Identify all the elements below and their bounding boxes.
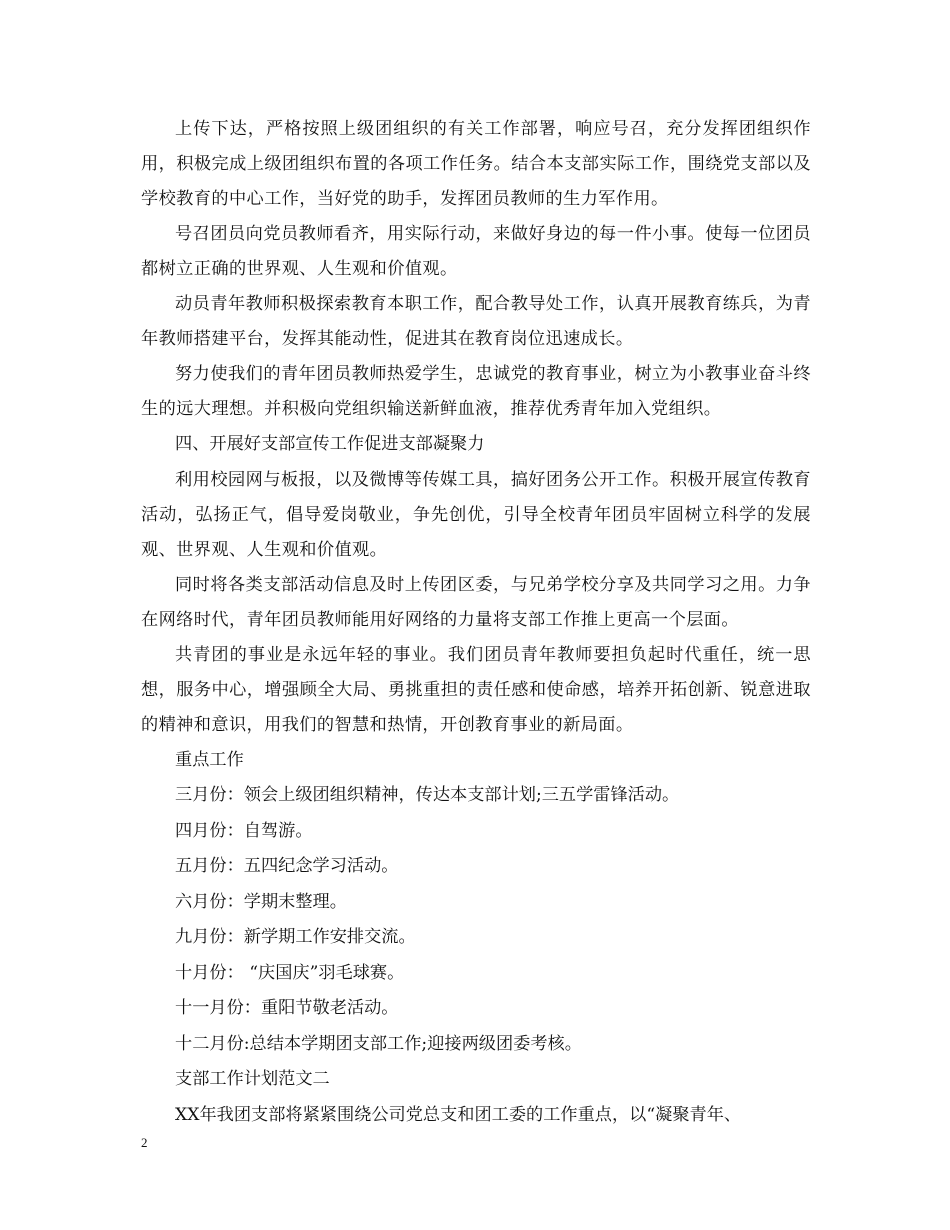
paragraph: 动员青年教师积极探索教育本职工作，配合教导处工作，认真开展教育练兵，为青年教师搭建平台，发挥其能动性，促进其在教育岗位迅速成长。 — [141, 294, 811, 349]
paragraph: 号召团员向党员教师看齐，用实际行动，来做好身边的每一件小事。使每一位团员都树立正确的世界观、人生观和价值观。 — [141, 224, 811, 279]
paragraph: 利用校园网与板报，以及微博等传媒工具，搞好团务公开工作。积极开展宣传教育活动，弘扬正气，倡导爱岗敬业，争先创优，引导全校青年团员牢固树立科学的发展观、世界观、人生观和价值观。 — [141, 469, 811, 560]
section-heading: 支部工作计划范文二 — [175, 1069, 330, 1089]
list-item: 五月份：五四纪念学习活动。 — [175, 856, 399, 876]
list-item: 六月份：学期末整理。 — [175, 891, 347, 912]
document-body — [141, 112, 811, 1133]
section-heading: 四、开展好支部宣传工作促进支部凝聚力 — [175, 434, 485, 454]
list-item: 九月份：新学期工作安排交流。 — [175, 927, 416, 947]
paragraph: 同时将各类支部活动信息及时上传团区委，与兄弟学校分享及共同学习之用。力争在网络时代，青年团员教师能用好网络的力量将支部工作推上更高一个层面。 — [141, 574, 811, 630]
list-item: 十月份： “庆国庆”羽毛球赛。 — [175, 962, 405, 983]
paragraph: 上传下达，严格按照上级团组织的有关工作部署，响应号召，充分发挥团组织作用，积极完成上级团组织布置的各项工作任务。结合本支部实际工作，围绕党支部以及学校教育的中心工作，当好党的助手，发挥团员教师的生力军作用。 — [141, 119, 811, 209]
list-item: 四月份：自驾游。 — [175, 820, 313, 841]
paragraph: 努力使我们的青年团员教师热爱学生，忠诚党的教育事业，树立为小教事业奋斗终生的远大理想。并积极向党组织输送新鲜血液，推荐优秀青年加入党组织。 — [141, 364, 811, 419]
list-item: 三月份：领会上级团组织精神，传达本支部计划;三五学雷锋活动。 — [175, 785, 680, 805]
page-number: 2 — [141, 1135, 148, 1150]
paragraph: 共青团的事业是永远年轻的事业。我们团员青年教师要担负起时代重任，统一思想，服务中心，增强顾全大局、勇挑重担的责任感和使命感，培养开拓创新、锐意进取的精神和意识，用我们的智慧和热情，开创教育事业的新局面。 — [141, 644, 811, 735]
paragraph: XX年我团支部将紧紧围绕公司党总支和团工委的工作重点，以“凝聚青年、 — [175, 1104, 742, 1125]
list-item: 十二月份:总结本学期团支部工作;迎接两级团委考核。 — [175, 1033, 582, 1054]
section-heading: 重点工作 — [175, 749, 244, 770]
list-item: 十一月份：重阳节敬老活动。 — [175, 998, 399, 1018]
